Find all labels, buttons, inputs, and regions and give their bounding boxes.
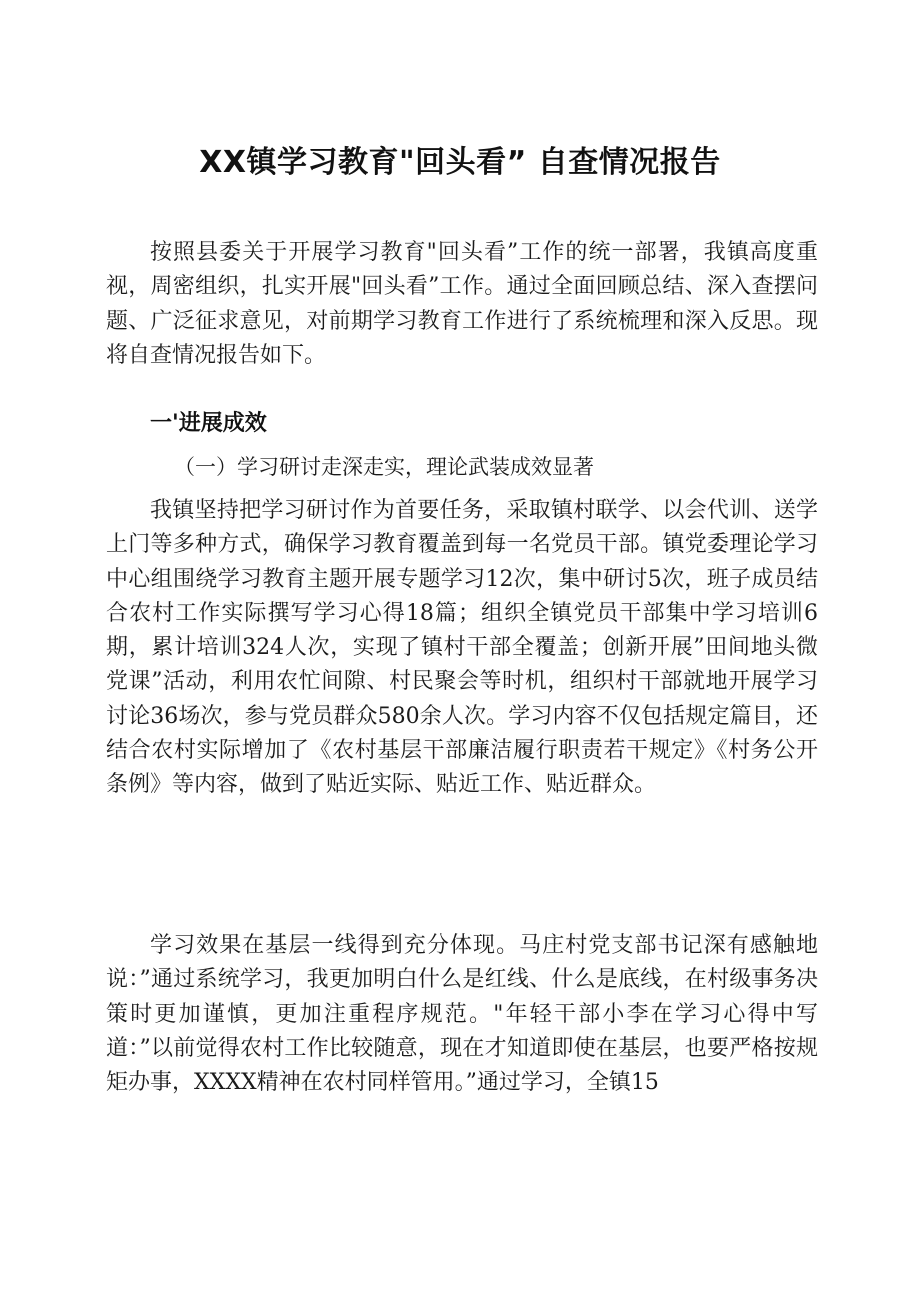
intro-paragraph: 按照县委关于开展学习教育"回头看”工作的统一部署，我镇高度重视，周密组织，扎实开展"回头看”工作。通过全面回顾总结、深入查摆问题、广泛征求意见，对前期学习教育工作进行了系统梳理和深入反思。现将自查情况报告如下。	[106, 240, 818, 368]
subsection-heading: （一）学习研讨走深走实，理论武装成效显著	[174, 455, 594, 479]
document-title: XX镇学习教育"回头看” 自查情况报告	[199, 145, 721, 180]
body-paragraph-1: 我镇坚持把学习研讨作为首要任务，采取镇村联学、以会代训、送学上门等多种方式，确保学习教育覆盖到每一名党员干部。镇党委理论学习中心组围绕学习教育主题开展专题学习12次，集中研讨5次，班子成员结合农村工作实际撰写学习心得18篇；组织全镇党员干部集中学习培训6期，累计培训324人次，实现了镇村干部全覆盖；创新开展”田间地头微党课”活动，利用农忙间隙、村民聚会等时机，组织村干部就地开展学习讨论36场次，参与党员群众580余人次。学习内容不仅包括规定篇目，还结合农村实际增加了《农村基层干部廉洁履行职责若干规定》《村务公开条例》等内容，做到了贴近实际、贴近工作、贴近群众。	[106, 498, 818, 798]
section-heading: 一'进展成效	[150, 411, 267, 436]
body-paragraph-2: 学习效果在基层一线得到充分体现。马庄村党支部书记深有感触地说：”通过系统学习，我更加明白什么是红线、什么是底线，在村级事务决策时更加谨慎，更加注重程序规范。"年轻干部小李在学习心得中写道：”以前觉得农村工作比较随意，现在才知道即使在基层，也要严格按规矩办事，XXXX精神在农村同样管用。”通过学习，全镇15	[106, 933, 818, 1096]
